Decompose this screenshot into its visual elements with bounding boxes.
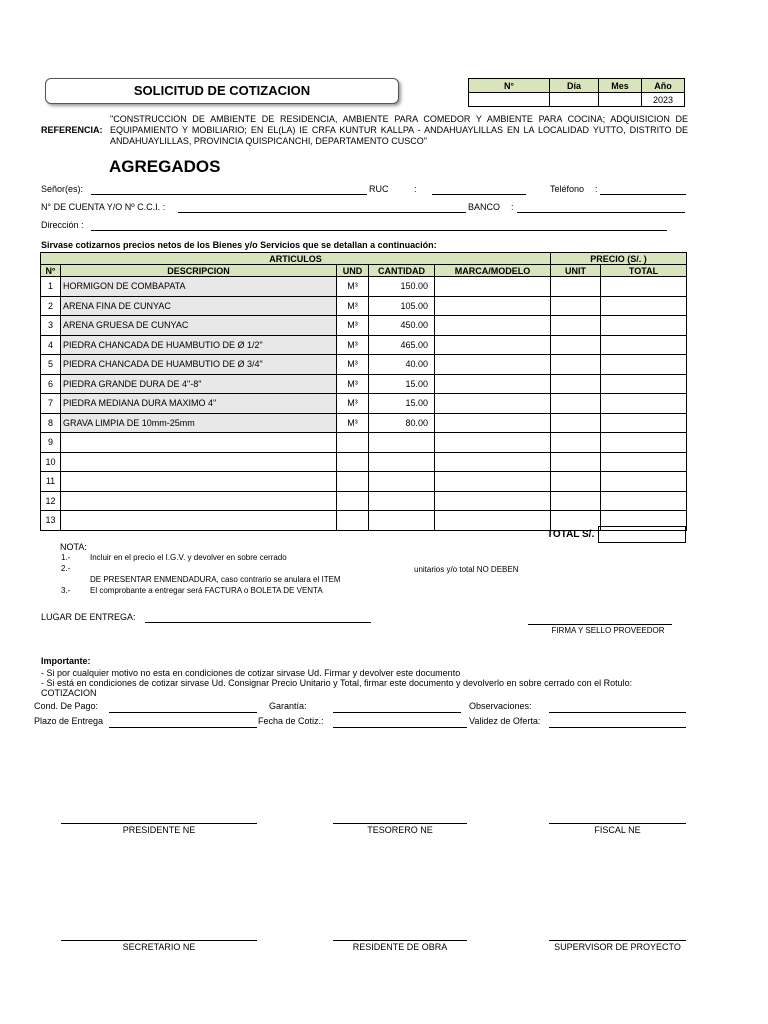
senores-field[interactable] [91, 194, 367, 195]
table-row [41, 394, 687, 414]
table-row [41, 472, 687, 492]
row-unit [337, 472, 369, 492]
items-table [40, 252, 687, 531]
table-column-header [41, 265, 687, 277]
cuenta-field[interactable] [178, 212, 466, 213]
table-row [41, 491, 687, 511]
row-precio-total[interactable] [601, 452, 687, 472]
row-description: PIEDRA CHANCADA DE HUAMBUTIO DE Ø 1/2" [61, 335, 337, 355]
observaciones-label: Observaciones: [469, 701, 532, 711]
row-unit: M³ [337, 316, 369, 336]
instruction-text: Sirvase cotizarnos precios netos de los Bienes y/o Servicios que se detallan a continuación: [41, 240, 437, 250]
direccion-label: Dirección : [41, 220, 84, 230]
row-number: 13 [41, 511, 61, 531]
table-row [41, 355, 687, 375]
row-precio-unit[interactable] [551, 374, 601, 394]
total-label: TOTAL S/. [547, 529, 595, 540]
ruc-label: RUC [369, 184, 389, 194]
row-precio-unit[interactable] [551, 452, 601, 472]
secretario-label: SECRETARIO NE [122, 942, 196, 952]
row-precio-total[interactable] [601, 433, 687, 453]
fiscal-line [549, 823, 686, 824]
table-row [41, 511, 687, 531]
articulos-header: ARTICULOS [41, 253, 551, 265]
col-desc-header: DESCRIPCION [61, 265, 337, 277]
row-unit [337, 452, 369, 472]
row-precio-unit[interactable] [551, 413, 601, 433]
col-n-header: N° [41, 265, 61, 277]
nota-2-number: 2.- [61, 564, 71, 573]
title-box [45, 78, 399, 104]
fecha-label: Fecha de Cotiz.: [258, 716, 324, 726]
row-marca-modelo[interactable] [435, 394, 551, 414]
table-row [41, 374, 687, 394]
row-description: PIEDRA GRANDE DURA DE 4"-8" [61, 374, 337, 394]
row-precio-total[interactable] [601, 316, 687, 336]
residente-label: RESIDENTE DE OBRA [352, 942, 448, 952]
presidente-line [61, 823, 257, 824]
garantia-field[interactable] [333, 712, 461, 713]
row-unit [337, 491, 369, 511]
table-row [41, 413, 687, 433]
row-precio-total[interactable] [601, 335, 687, 355]
date-header-ano: Año [642, 79, 685, 93]
row-quantity: 40.00 [369, 355, 435, 375]
ruc-field[interactable] [432, 194, 526, 195]
banco-field[interactable] [517, 212, 685, 213]
total-field[interactable] [598, 526, 686, 543]
firma-proveedor-line [528, 624, 672, 625]
table-row [41, 433, 687, 453]
row-quantity: 150.00 [369, 277, 435, 297]
table-row [41, 296, 687, 316]
nota-3-text: El comprobante a entregar será FACTURA o BOLETA DE VENTA [90, 586, 323, 595]
row-precio-total[interactable] [601, 472, 687, 492]
tesorero-label: TESORERO NE [367, 825, 433, 835]
row-description: ARENA FINA DE CUNYAC [61, 296, 337, 316]
col-total-header: TOTAL [601, 265, 687, 277]
col-unit-header: UNIT [551, 265, 601, 277]
row-precio-total[interactable] [601, 413, 687, 433]
row-precio-total[interactable] [601, 374, 687, 394]
observaciones-field[interactable] [549, 712, 686, 713]
fecha-field[interactable] [333, 727, 467, 728]
importante-line-2: - Si está en condiciones de cotizar sirvase Ud. Consignar Precio Unitario y Total, firmar este documento y devolverlo en sobre cerrado con el Rotulo: [41, 678, 633, 688]
cond-pago-label: Cond. De Pago: [34, 701, 99, 711]
telefono-field[interactable] [600, 194, 686, 195]
validez-field[interactable] [549, 727, 686, 728]
row-precio-unit[interactable] [551, 491, 601, 511]
row-description: HORMIGON DE COMBAPATA [61, 277, 337, 297]
plazo-field[interactable] [109, 727, 257, 728]
row-marca-modelo[interactable] [435, 413, 551, 433]
row-unit [337, 511, 369, 531]
fiscal-label: FISCAL NE [594, 825, 641, 835]
row-description: PIEDRA CHANCADA DE HUAMBUTIO DE Ø 3/4" [61, 355, 337, 375]
page-title: SOLICITUD DE COTIZACION [133, 83, 311, 98]
referencia-label: REFERENCIA: [41, 125, 103, 135]
row-unit: M³ [337, 277, 369, 297]
row-precio-unit[interactable] [551, 511, 601, 531]
senores-label: Señor(es): [41, 184, 84, 194]
date-header-mes: Mes [599, 79, 642, 93]
row-number: 12 [41, 491, 61, 511]
supervisor-line [549, 940, 686, 941]
row-number: 2 [41, 296, 61, 316]
lugar-field[interactable] [145, 622, 371, 623]
row-description [61, 433, 337, 453]
row-unit: M³ [337, 374, 369, 394]
row-number: 7 [41, 394, 61, 414]
referencia-text: "CONSTRUCCION DE AMBIENTE DE RESIDENCIA, AMBIENTE PARA COMEDOR Y AMBIENTE PARA COCINA; ADQUISICION DE EQUIPAMIENTO Y MOBILIARIO; EN EL(LA) IE CRFA KUNTUR KALLPA - ANDAHUAYLILLAS EN LA LOCALIDAD YUTTO, DISTRITO DE ANDAHUAYLILLAS, PROVINCIA QUISPICANCHI, DEPARTAMENTO CUSCO" [110, 114, 688, 146]
row-precio-total[interactable] [601, 296, 687, 316]
cuenta-label: N° DE CUENTA Y/O Nº C.C.I. : [41, 202, 166, 212]
banco-colon: : [511, 202, 514, 212]
plazo-label: Plazo de Entrega [34, 716, 104, 726]
col-marca-header: MARCA/MODELO [435, 265, 551, 277]
row-number: 11 [41, 472, 61, 492]
nota-2-text-b: DE PRESENTAR ENMENDADURA, caso contrario se anulara el ITEM [90, 575, 341, 584]
row-marca-modelo[interactable] [435, 374, 551, 394]
tesorero-line [333, 823, 467, 824]
cond-pago-field[interactable] [109, 712, 257, 713]
importante-label: Importante: [41, 656, 91, 666]
row-number: 3 [41, 316, 61, 336]
row-precio-unit[interactable] [551, 355, 601, 375]
nota-2-text-a: unitarios y/o total NO DEBEN [414, 565, 519, 574]
row-quantity: 450.00 [369, 316, 435, 336]
banco-label: BANCO [468, 202, 501, 212]
row-marca-modelo[interactable] [435, 491, 551, 511]
date-value-mes[interactable] [599, 93, 642, 107]
supervisor-label: SUPERVISOR DE PROYECTO [554, 942, 681, 952]
row-marca-modelo[interactable] [435, 511, 551, 531]
row-quantity: 105.00 [369, 296, 435, 316]
row-unit: M³ [337, 355, 369, 375]
ruc-colon: : [414, 184, 417, 194]
row-quantity: 465.00 [369, 335, 435, 355]
residente-line [333, 940, 467, 941]
row-description [61, 452, 337, 472]
date-box [468, 78, 685, 107]
importante-line-3: COTIZACION [41, 688, 97, 698]
row-precio-unit[interactable] [551, 394, 601, 414]
row-marca-modelo[interactable] [435, 296, 551, 316]
row-number: 6 [41, 374, 61, 394]
date-header-n: N° [469, 79, 550, 93]
row-number: 9 [41, 433, 61, 453]
row-unit [337, 433, 369, 453]
lugar-label: LUGAR DE ENTREGA: [41, 612, 136, 622]
row-precio-total[interactable] [601, 394, 687, 414]
row-description: PIEDRA MEDIANA DURA MAXIMO 4" [61, 394, 337, 414]
row-quantity [369, 472, 435, 492]
row-precio-unit[interactable] [551, 277, 601, 297]
row-precio-unit[interactable] [551, 316, 601, 336]
row-precio-unit[interactable] [551, 472, 601, 492]
row-description: ARENA GRUESA DE CUNYAC [61, 316, 337, 336]
importante-line-1: - Si por cualquier motivo no esta en condiciones de cotizar sirvase Ud. Firmar y devolver este documento [41, 668, 461, 678]
col-und-header: UND [337, 265, 369, 277]
row-description [61, 491, 337, 511]
row-number: 8 [41, 413, 61, 433]
row-marca-modelo[interactable] [435, 433, 551, 453]
row-marca-modelo[interactable] [435, 316, 551, 336]
date-value-ano[interactable]: 2023 [642, 93, 685, 107]
table-row [41, 316, 687, 336]
row-unit: M³ [337, 296, 369, 316]
row-description [61, 472, 337, 492]
row-unit: M³ [337, 335, 369, 355]
nota-1-text: Incluir en el precio el I.G.V. y devolver en sobre cerrado [90, 553, 287, 562]
row-marca-modelo[interactable] [435, 335, 551, 355]
section-title: AGREGADOS [109, 157, 221, 176]
nota-3-number: 3.- [61, 586, 71, 595]
row-quantity [369, 433, 435, 453]
row-marca-modelo[interactable] [435, 355, 551, 375]
row-marca-modelo[interactable] [435, 277, 551, 297]
presidente-label: PRESIDENTE NE [122, 825, 196, 835]
row-precio-total[interactable] [601, 491, 687, 511]
col-cant-header: CANTIDAD [369, 265, 435, 277]
telefono-label: Teléfono [550, 184, 585, 194]
row-number: 10 [41, 452, 61, 472]
row-marca-modelo[interactable] [435, 472, 551, 492]
precio-header: PRECIO (S/. ) [551, 253, 687, 265]
row-description [61, 511, 337, 531]
row-precio-unit[interactable] [551, 433, 601, 453]
row-quantity: 80.00 [369, 413, 435, 433]
row-precio-total[interactable] [601, 277, 687, 297]
date-value-dia[interactable] [550, 93, 599, 107]
row-unit: M³ [337, 394, 369, 414]
row-quantity [369, 452, 435, 472]
row-quantity: 15.00 [369, 394, 435, 414]
row-number: 1 [41, 277, 61, 297]
table-row [41, 452, 687, 472]
row-quantity [369, 511, 435, 531]
table-group-header [41, 253, 687, 265]
row-marca-modelo[interactable] [435, 452, 551, 472]
row-quantity: 15.00 [369, 374, 435, 394]
row-quantity [369, 491, 435, 511]
row-number: 4 [41, 335, 61, 355]
row-description: GRAVA LIMPIA DE 10mm-25mm [61, 413, 337, 433]
date-header-dia: Día [550, 79, 599, 93]
secretario-line [61, 940, 257, 941]
direccion-field[interactable] [91, 230, 667, 231]
row-number: 5 [41, 355, 61, 375]
validez-label: Validez de Oferta: [469, 716, 541, 726]
table-row [41, 335, 687, 355]
firma-proveedor-label: FIRMA Y SELLO PROVEEDOR [551, 626, 665, 635]
row-precio-unit[interactable] [551, 335, 601, 355]
table-row [41, 277, 687, 297]
garantia-label: Garantía: [269, 701, 307, 711]
date-value-n[interactable] [469, 93, 550, 107]
nota-1-number: 1.- [61, 553, 71, 562]
row-unit: M³ [337, 413, 369, 433]
row-precio-unit[interactable] [551, 296, 601, 316]
row-precio-total[interactable] [601, 355, 687, 375]
telefono-colon: : [595, 184, 598, 194]
nota-label: NOTA: [60, 542, 87, 552]
